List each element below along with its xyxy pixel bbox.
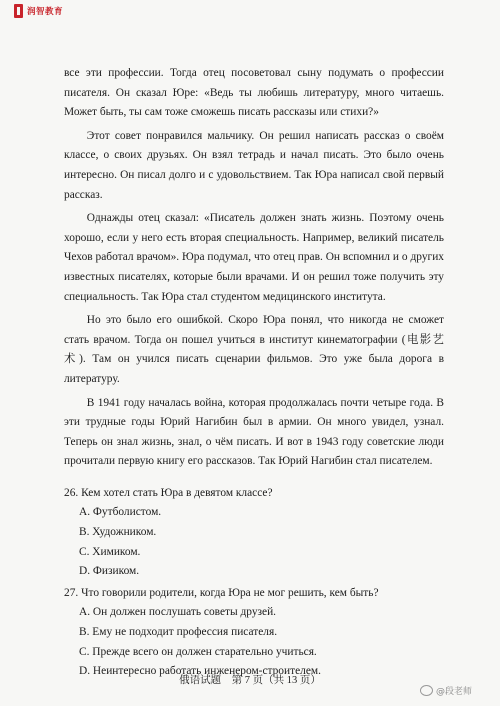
answer-option: B. Художником. [79,526,157,539]
reading-passage [64,64,444,472]
publisher-logo [14,4,63,18]
passage-paragraph: Этот совет понравился мальчику. Он решил написать рассказ о своём классе, о своих друзьях. Он взял тетрадь и начал писать. Это было очень интересно. Он писал долго и с удовольствием. Так Юра написал свой первый рассказ. [64,129,444,201]
answer-option: A. Он должен послушать советы друзей. [79,606,277,619]
question-27 [64,584,444,682]
answer-option: A. Футболистом. [79,506,162,519]
question-26 [64,484,444,582]
question-list [64,484,444,682]
page-footer: 俄语试题 第 7 页（共 13 页） [179,675,321,686]
answer-option: D. Физиком. [79,565,140,578]
question-text: 26. Кем хотел стать Юра в девятом классе? [64,486,273,499]
answer-option: C. Прежде всего он должен старательно учиться. [79,645,317,658]
weibo-icon [420,685,433,696]
logo-text: 润智教育 [27,7,64,17]
logo-icon [14,4,23,18]
answer-option: D. Неинтересно работать инженером-строителем. [79,665,321,678]
page-content [64,64,444,684]
answer-option: B. Ему не подходит профессия писателя. [79,626,278,639]
question-text: 27. Что говорили родители, когда Юра не мог решить, кем быть? [64,586,379,599]
passage-paragraph: все эти профессии. Тогда отец посоветовал сыну подумать о профессии писателя. Он сказал Юре: «Ведь ты любишь литературу, много читаешь. Может быть, ты сам тоже сможешь писать рассказы или стихи?» [64,67,444,119]
watermark [420,684,472,697]
answer-option: C. Химиком. [79,545,141,558]
passage-paragraph: В 1941 году началась война, которая продолжалась почти четыре года. В эти трудные годы Юрий Нагибин был в армии. Он много увидел, узнал. Теперь он знал жизнь, знал, о чём писать. И вот в 1943 году советские люди прочитали первую книгу его рассказов. Так Юрий Нагибин стал писателем. [64,396,444,468]
watermark-text: @段老师 [436,687,473,697]
passage-paragraph: Однажды отец сказал: «Писатель должен знать жизнь. Поэтому очень хорошо, если у него есть вторая специальность. Например, великий писатель Чехов работал врачом». Юра подумал, что отец прав. Он вспомнил и о других известных писателях, которые были врачами. И он решил тоже получить эту специальность. Так Юра стал студентом медицинского института. [64,212,444,303]
passage-paragraph: Но это было его ошибкой. Скоро Юра понял, что никогда не сможет стать врачом. Тогда он пошел учиться в институт кинематографии (电影艺术). Там он учился писать сценарии фильмов. Это уже была дорога в литературу. [64,314,444,385]
